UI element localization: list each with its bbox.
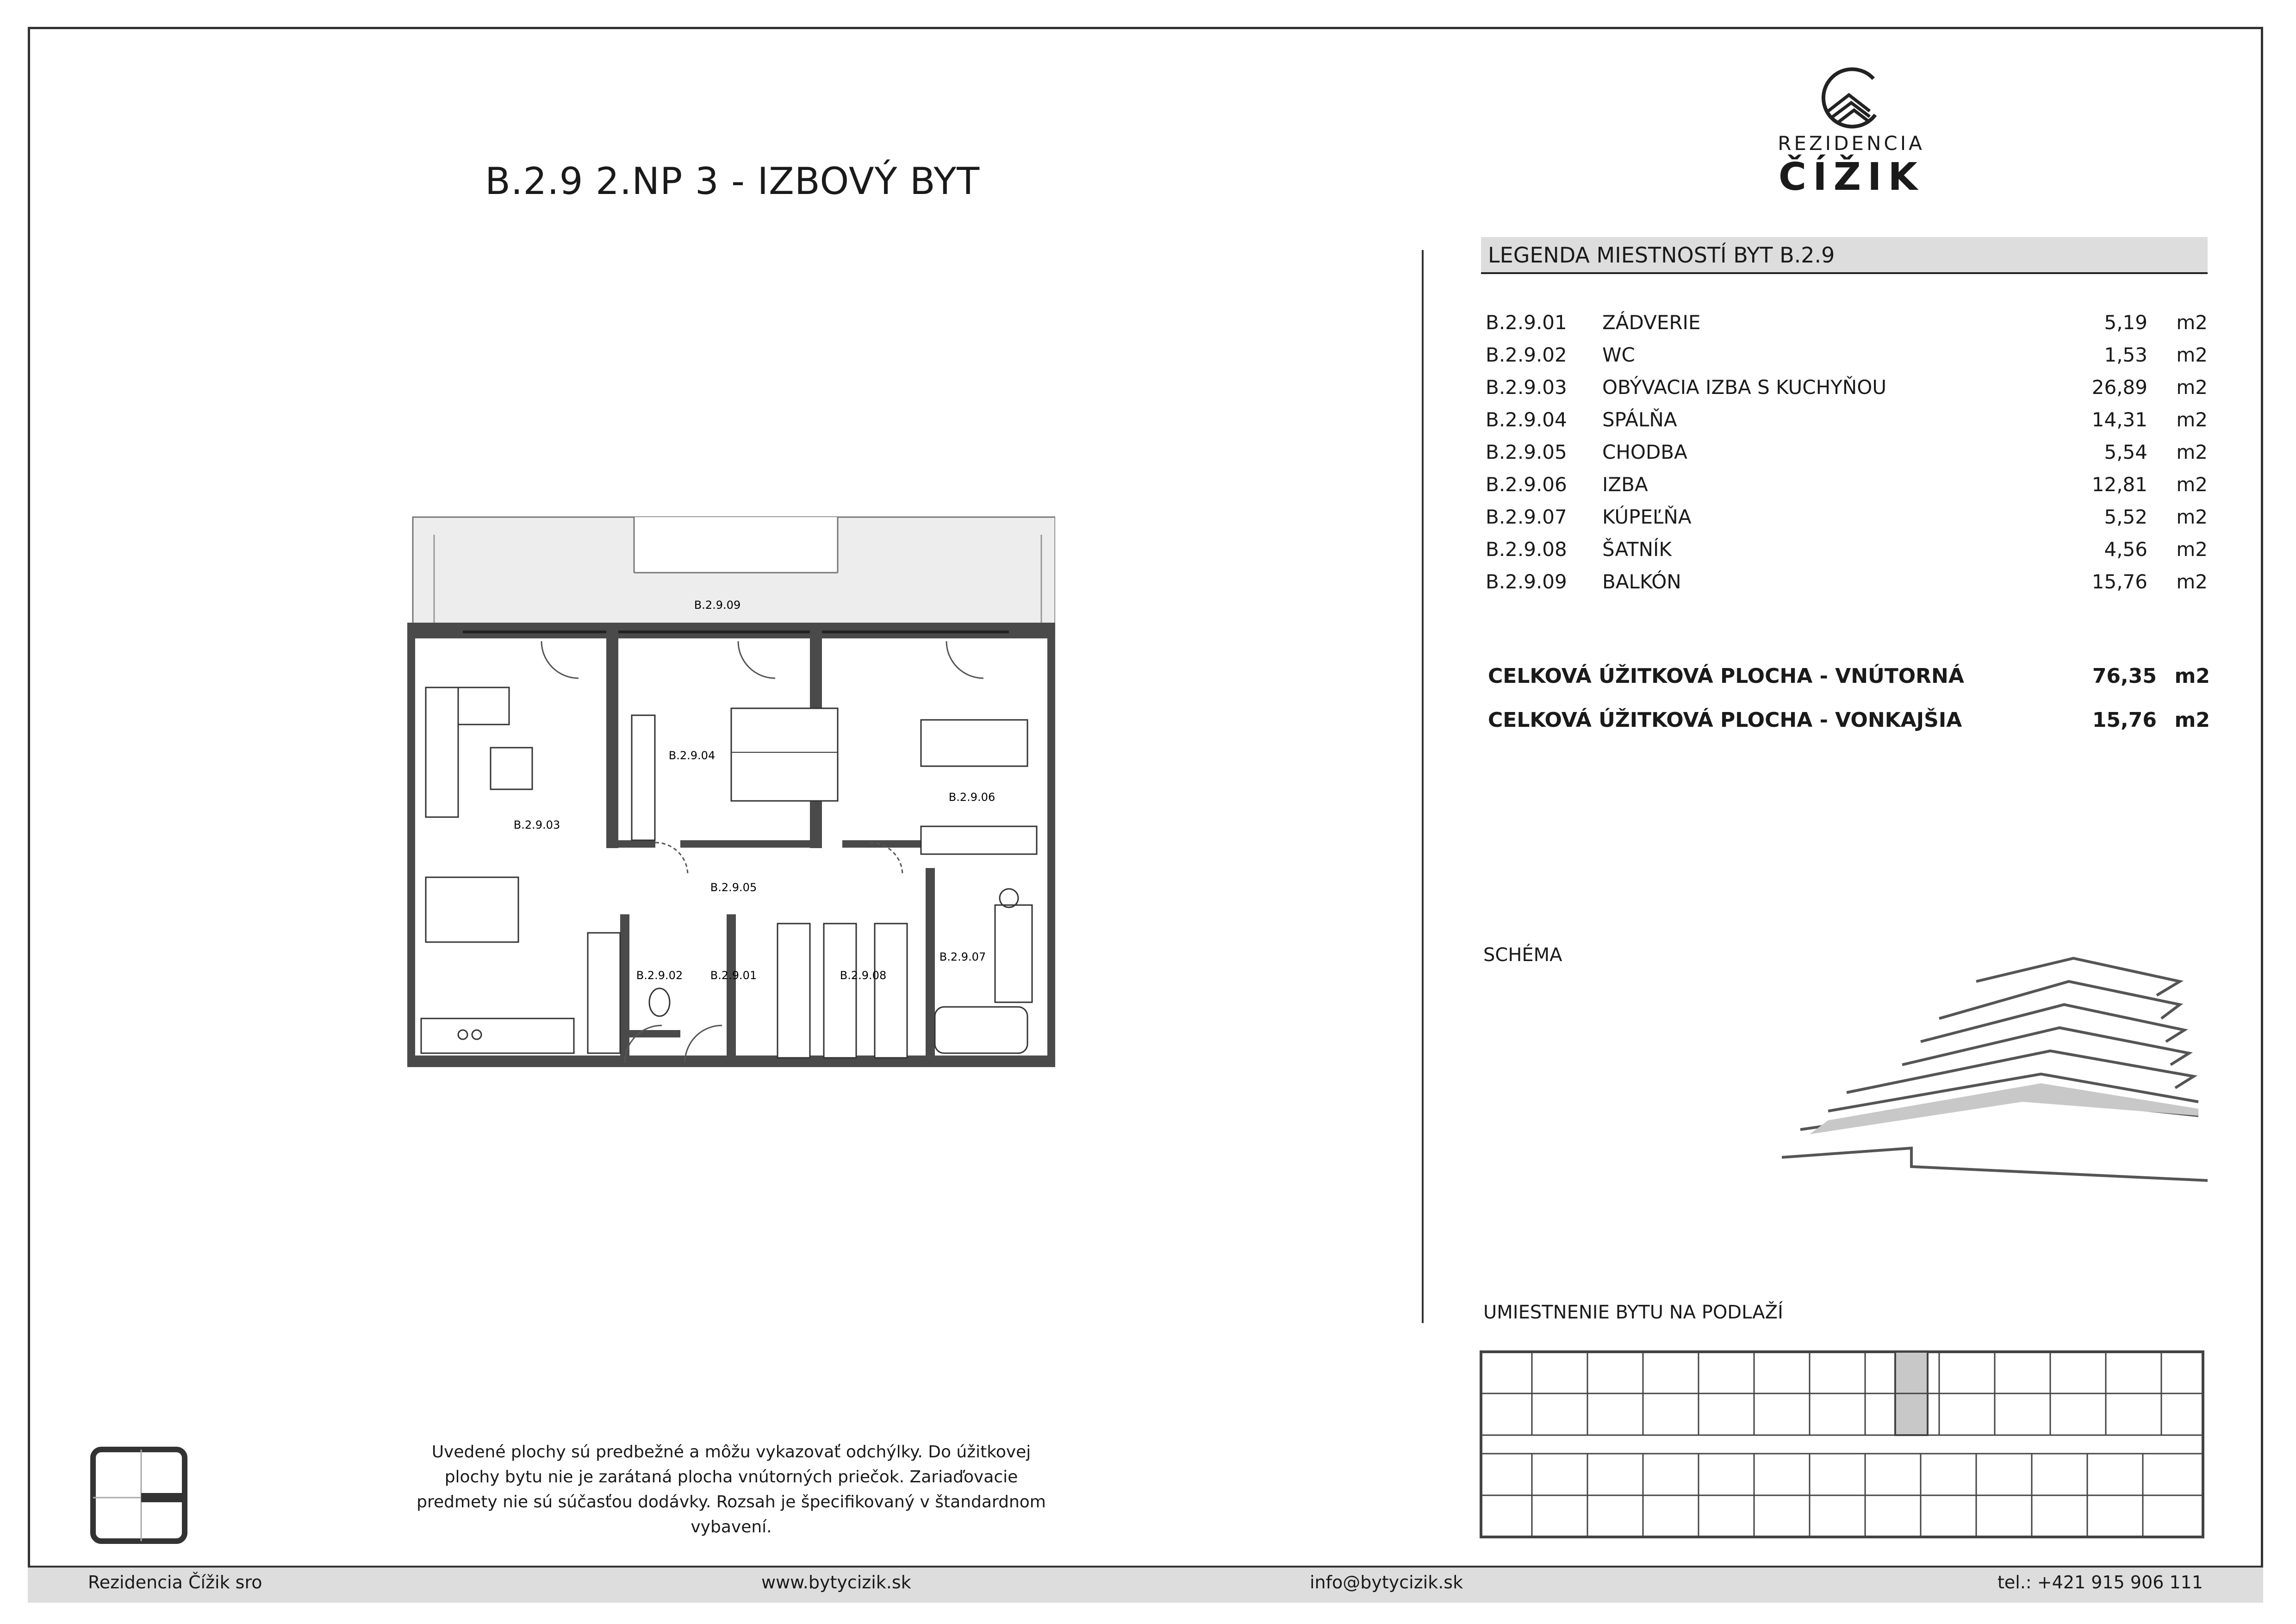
room-code: B.2.9.05 xyxy=(1486,441,1567,463)
room-area: 14,31 xyxy=(2091,408,2147,431)
disclaimer-text: Uvedené plochy sú predbežné a môžu vykazovať odchýlky. Do úžitkovej plochy bytu nie je zarátaná plocha vnútorných priečok. Zariaďovacie predmety nie sú súčasťou dodávky. Rozsah je špecifikovaný v štandardnom vybavení. xyxy=(417,1443,1046,1537)
footer-website-link[interactable]: www.bytycizik.sk xyxy=(761,1572,911,1593)
plan-orientation-icon xyxy=(90,1447,187,1544)
legend-heading xyxy=(1481,237,2208,274)
room-unit: m2 xyxy=(2176,344,2208,366)
logo-name: ČÍŽIK xyxy=(1778,155,1924,199)
room-name: BALKÓN xyxy=(1602,570,1681,593)
room-unit: m2 xyxy=(2176,408,2208,431)
floor-placement-label: UMIESTNENIE BYTU NA PODLAŽÍ xyxy=(1483,1302,1783,1323)
room-unit: m2 xyxy=(2176,570,2208,593)
page-title: B.2.9 2.NP 3 - IZBOVÝ BYT xyxy=(485,160,980,203)
total-interior xyxy=(1488,664,2210,692)
footer xyxy=(28,1566,2263,1603)
plan-label-r08: B.2.9.08 xyxy=(840,969,887,982)
room-name: CHODBA xyxy=(1602,441,1687,463)
room-name: IZBA xyxy=(1602,473,1648,496)
legend-row xyxy=(1486,506,2208,533)
room-code: B.2.9.03 xyxy=(1486,376,1567,399)
total-unit: m2 xyxy=(2174,664,2210,688)
room-area: 4,56 xyxy=(2104,538,2147,561)
legend-row xyxy=(1486,408,2208,436)
room-code: B.2.9.07 xyxy=(1486,506,1567,528)
room-area: 12,81 xyxy=(2091,473,2147,496)
legend-row xyxy=(1486,441,2208,468)
room-name: ZÁDVERIE xyxy=(1602,311,1701,334)
total-exterior xyxy=(1488,708,2210,736)
legend-row xyxy=(1486,376,2208,404)
total-unit: m2 xyxy=(2174,708,2210,732)
total-value: 76,35 xyxy=(2092,664,2157,688)
room-area: 5,54 xyxy=(2104,441,2147,463)
room-unit: m2 xyxy=(2176,376,2208,399)
legend-row xyxy=(1486,570,2208,598)
room-name: ŠATNÍK xyxy=(1602,538,1672,561)
room-code: B.2.9.09 xyxy=(1486,570,1567,593)
plan-label-r03: B.2.9.03 xyxy=(513,818,560,831)
total-label: CELKOVÁ ÚŽITKOVÁ PLOCHA - VNÚTORNÁ xyxy=(1488,664,1964,688)
room-name: KÚPEĽŇA xyxy=(1602,506,1692,528)
total-value: 15,76 xyxy=(2092,708,2157,732)
room-code: B.2.9.01 xyxy=(1486,311,1567,334)
footer-phone: tel.: +421 915 906 111 xyxy=(1997,1572,2203,1593)
schema-label: SCHÉMA xyxy=(1483,944,1562,966)
room-area: 15,76 xyxy=(2091,570,2147,593)
building-schema xyxy=(1782,954,2221,1194)
plan-label-r07: B.2.9.07 xyxy=(939,950,986,963)
apartment-floor-plan xyxy=(407,516,1055,1067)
room-code: B.2.9.06 xyxy=(1486,473,1567,496)
room-area: 1,53 xyxy=(2104,344,2147,366)
room-unit: m2 xyxy=(2176,473,2208,496)
plan-label-r01: B.2.9.01 xyxy=(710,969,757,982)
logo xyxy=(1768,60,1935,199)
plan-label-r09: B.2.9.09 xyxy=(694,599,741,612)
room-name: SPÁLŇA xyxy=(1602,408,1677,431)
legend-row xyxy=(1486,538,2208,566)
plan-label-r04: B.2.9.04 xyxy=(668,749,716,762)
room-area: 5,52 xyxy=(2104,506,2147,528)
footer-company: Rezidencia Čížik sro xyxy=(88,1572,262,1593)
room-unit: m2 xyxy=(2176,538,2208,561)
room-name: OBÝVACIA IZBA S KUCHYŇOU xyxy=(1602,376,1887,399)
plan-label-r02: B.2.9.02 xyxy=(636,969,683,982)
legend-heading-text: LEGENDA MIESTNOSTÍ BYT B.2.9 xyxy=(1488,243,1835,268)
plan-label-r06: B.2.9.06 xyxy=(948,791,996,804)
vertical-divider xyxy=(1422,250,1424,1323)
room-area: 26,89 xyxy=(2091,376,2147,399)
legend-row xyxy=(1486,344,2208,371)
room-area: 5,19 xyxy=(2104,311,2147,334)
legend-row xyxy=(1486,311,2208,339)
room-code: B.2.9.02 xyxy=(1486,344,1567,366)
logo-subtitle: REZIDENCIA xyxy=(1778,132,1925,155)
room-code: B.2.9.04 xyxy=(1486,408,1567,431)
footer-email-link[interactable]: info@bytycizik.sk xyxy=(1310,1572,1463,1593)
room-unit: m2 xyxy=(2176,441,2208,463)
room-code: B.2.9.08 xyxy=(1486,538,1567,561)
room-unit: m2 xyxy=(2176,311,2208,334)
legend-row xyxy=(1486,473,2208,501)
total-label: CELKOVÁ ÚŽITKOVÁ PLOCHA - VONKAJŠIA xyxy=(1488,708,1962,732)
room-unit: m2 xyxy=(2176,506,2208,528)
floor-placement-plan xyxy=(1476,1343,2208,1546)
logo-mark-icon xyxy=(1768,60,1935,130)
plan-label-r05: B.2.9.05 xyxy=(710,881,757,894)
room-name: WC xyxy=(1602,344,1635,366)
